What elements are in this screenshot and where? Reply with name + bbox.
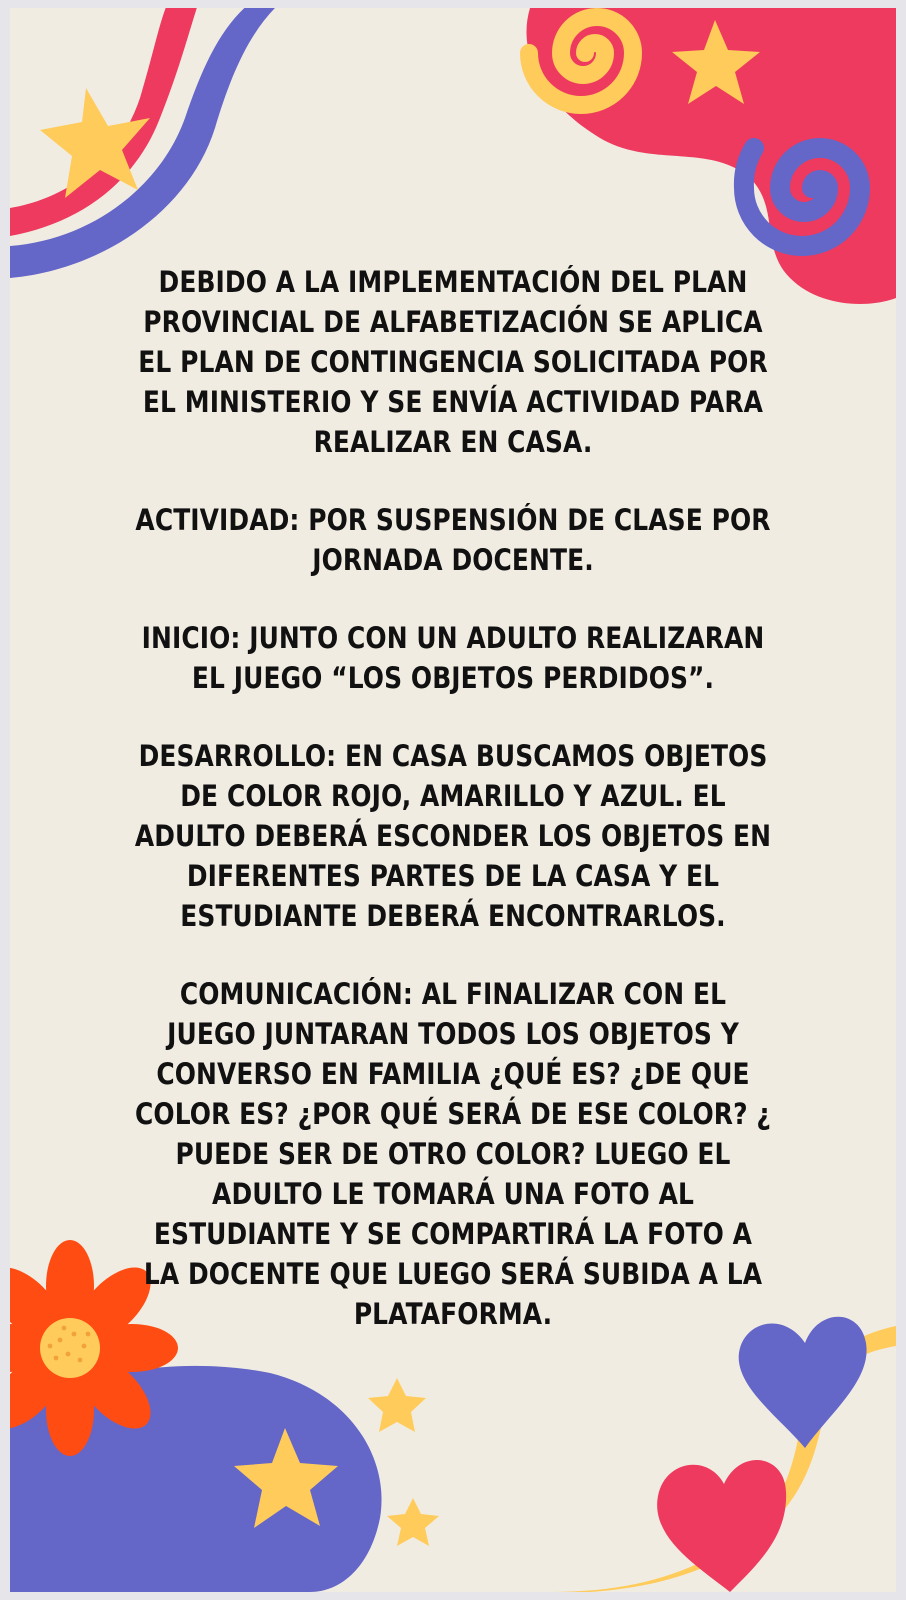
start-paragraph: INICIO: JUNTO CON UN ADULTO REALIZARAN EL JUEGO “LOS OBJETOS PERDIDOS”.: [141, 621, 765, 695]
development-paragraph: DESARROLLO: EN CASA BUSCAMOS OBJETOS DE COLOR ROJO, AMARILLO Y AZUL. EL ADULTO DEBERÁ ESCONDER LOS OBJETOS EN DIFERENTES PARTES DE LA CASA Y EL ESTUDIANTE DEBERÁ ENCONTRARLOS.: [134, 739, 772, 933]
heart-icon: [739, 1317, 867, 1448]
activity-poster: [10, 8, 896, 1592]
intro-paragraph: DEBIDO A LA IMPLEMENTACIÓN DEL PLAN PROVINCIAL DE ALFABETIZACIÓN SE APLICA EL PLAN DE CONTINGENCIA SOLICITADA POR EL MINISTERIO Y SE ENVÍA ACTIVIDAD PARA REALIZAR EN CASA.: [138, 265, 768, 459]
communication-paragraph: COMUNICACIÓN: AL FINALIZAR CON EL JUEGO JUNTARAN TODOS LOS OBJETOS Y CONVERSO EN FAMILIA ¿QUÉ ES? ¿DE QUE COLOR ES? ¿POR QUÉ SERÁ DE ESE COLOR? ¿ PUEDE SER DE OTRO COLOR? LUEGO EL ADULTO LE TOMARÁ UNA FOTO AL ESTUDIANTE Y SE COMPARTIRÁ LA FOTO A LA DOCENTE QUE LUEGO SERÁ SUBIDA A LA PLATAFORMA.: [135, 977, 771, 1331]
activity-text: [80, 262, 826, 1334]
star-icon: [368, 1378, 426, 1432]
star-icon: [387, 1498, 439, 1546]
heart-icon: [657, 1460, 786, 1592]
activity-paragraph: ACTIVIDAD: POR SUSPENSIÓN DE CLASE POR JORNADA DOCENTE.: [135, 503, 771, 577]
